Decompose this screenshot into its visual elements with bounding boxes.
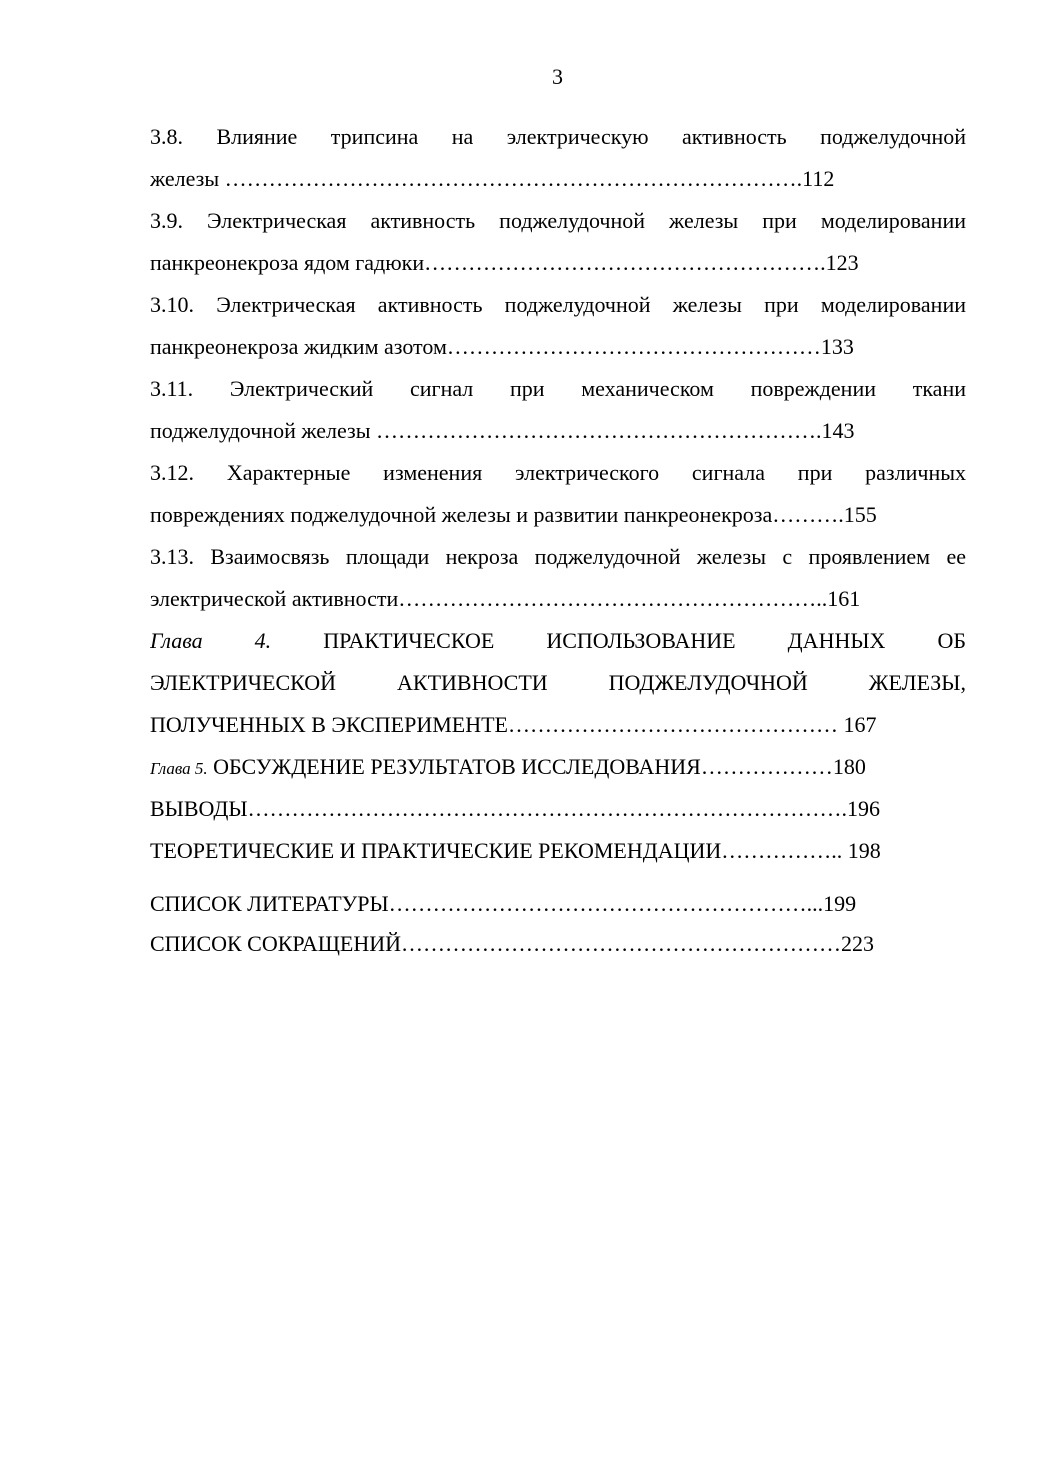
chapter-4-label: Глава 4.	[150, 628, 272, 653]
toc-entry-3-10-line2: панкреонекроза жидким азотом……………………………………………133	[150, 334, 854, 359]
table-of-contents	[150, 116, 966, 964]
toc-entry-3-11-line2: поджелудочной железы …………………………………………………….143	[150, 418, 855, 443]
toc-entry-3-12-line2: повреждениях поджелудочной железы и развитии панкреонекроза……….155	[150, 502, 877, 527]
toc-entry-3-12-line1: 3.12. Характерные изменения электрического сигнала при различных	[150, 460, 966, 485]
toc-chapter-4-line2: ЭЛЕКТРИЧЕСКОЙ АКТИВНОСТИ ПОДЖЕЛУДОЧНОЙ ЖЕЛЕЗЫ,	[150, 670, 966, 695]
chapter-5-title: ОБСУЖДЕНИЕ РЕЗУЛЬТАТОВ ИССЛЕДОВАНИЯ………………180	[207, 754, 866, 779]
toc-chapter-5	[150, 746, 966, 788]
toc-entry-3-9-line2: панкреонекроза ядом гадюки……………………………………………….123	[150, 250, 859, 275]
toc-recommendations: ТЕОРЕТИЧЕСКИЕ И ПРАКТИЧЕСКИЕ РЕКОМЕНДАЦИИ…………….. 198	[150, 838, 881, 863]
toc-chapter-4-line3: ПОЛУЧЕННЫХ В ЭКСПЕРИМЕНТЕ……………………………………… 167	[150, 712, 877, 737]
page-number: 3	[552, 64, 563, 89]
toc-chapter-4-line1	[150, 620, 966, 662]
toc-entry-3-13-line1: 3.13. Взаимосвязь площади некроза поджелудочной железы с проявлением ее	[150, 544, 966, 569]
toc-entry-3-13-line2: электрической активности…………………………………………………..161	[150, 586, 861, 611]
toc-entry-3-8-line1: 3.8. Влияние трипсина на электрическую активность поджелудочной	[150, 124, 966, 149]
chapter-4-title-line1: ПРАКТИЧЕСКОЕ ИСПОЛЬЗОВАНИЕ ДАННЫХ ОБ	[323, 628, 966, 653]
toc-abbreviations: СПИСОК СОКРАЩЕНИЙ……………………………………………………223	[150, 931, 875, 956]
toc-entry-3-8-line2: железы …………………………………………………………………….112	[150, 166, 835, 191]
toc-entry-3-10-line1: 3.10. Электрическая активность поджелудочной железы при моделировании	[150, 292, 966, 317]
toc-references: СПИСОК ЛИТЕРАТУРЫ…………………………………………………...199	[150, 891, 857, 916]
chapter-5-label: Глава 5.	[150, 759, 208, 778]
toc-conclusions: ВЫВОДЫ……………………………………………………………………….196	[150, 796, 881, 821]
toc-entry-3-9-line1: 3.9. Электрическая активность поджелудочной железы при моделировании	[150, 208, 966, 233]
toc-entry-3-11-line1: 3.11. Электрический сигнал при механическом повреждении ткани	[150, 376, 966, 401]
